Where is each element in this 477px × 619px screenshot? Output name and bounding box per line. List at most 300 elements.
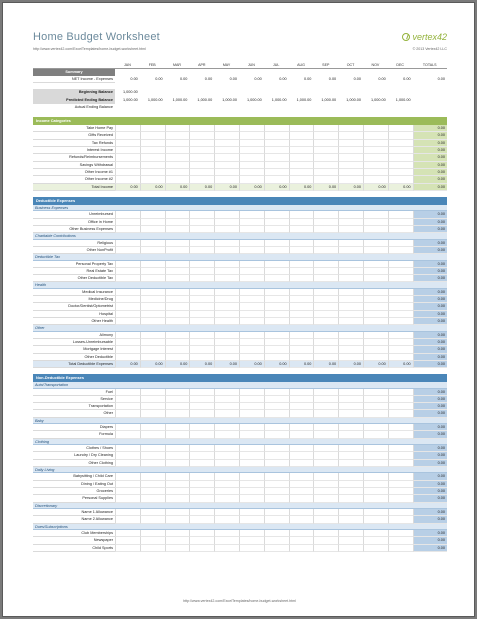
month-cell[interactable] bbox=[289, 445, 314, 452]
month-cell[interactable] bbox=[165, 431, 190, 438]
month-cell[interactable] bbox=[189, 537, 214, 544]
month-cell[interactable] bbox=[264, 346, 289, 353]
month-cell[interactable] bbox=[189, 89, 214, 96]
month-cell[interactable] bbox=[115, 289, 140, 296]
month-cell[interactable] bbox=[313, 545, 338, 552]
month-cell[interactable] bbox=[363, 89, 388, 96]
month-cell[interactable] bbox=[115, 488, 140, 495]
month-cell[interactable] bbox=[214, 247, 239, 254]
month-cell[interactable] bbox=[313, 89, 338, 96]
month-cell[interactable] bbox=[313, 495, 338, 502]
month-cell[interactable] bbox=[313, 396, 338, 403]
month-cell[interactable] bbox=[140, 488, 165, 495]
month-cell[interactable] bbox=[140, 481, 165, 488]
month-cell[interactable] bbox=[338, 516, 363, 523]
month-cell[interactable] bbox=[313, 303, 338, 310]
month-cell[interactable] bbox=[289, 147, 314, 154]
month-cell[interactable] bbox=[363, 389, 388, 396]
month-cell[interactable] bbox=[115, 219, 140, 226]
month-cell[interactable] bbox=[264, 431, 289, 438]
month-cell[interactable] bbox=[239, 318, 264, 325]
month-cell[interactable] bbox=[338, 389, 363, 396]
month-cell[interactable] bbox=[338, 147, 363, 154]
month-cell[interactable] bbox=[363, 346, 388, 353]
month-cell[interactable] bbox=[264, 140, 289, 147]
month-cell[interactable] bbox=[388, 516, 413, 523]
month-cell[interactable] bbox=[115, 389, 140, 396]
month-cell[interactable] bbox=[264, 530, 289, 537]
month-cell[interactable] bbox=[363, 530, 388, 537]
month-cell[interactable] bbox=[388, 247, 413, 254]
month-cell[interactable] bbox=[363, 445, 388, 452]
month-cell[interactable] bbox=[239, 176, 264, 183]
month-cell[interactable] bbox=[388, 154, 413, 161]
month-cell[interactable]: 0.00 bbox=[214, 361, 239, 368]
month-cell[interactable] bbox=[214, 389, 239, 396]
month-cell[interactable] bbox=[264, 226, 289, 233]
month-cell[interactable] bbox=[239, 89, 264, 96]
month-cell[interactable] bbox=[165, 410, 190, 417]
month-cell[interactable] bbox=[363, 303, 388, 310]
month-cell[interactable] bbox=[115, 473, 140, 480]
month-cell[interactable] bbox=[289, 332, 314, 339]
month-cell[interactable] bbox=[239, 226, 264, 233]
month-cell[interactable] bbox=[388, 132, 413, 139]
month-cell[interactable] bbox=[239, 403, 264, 410]
month-cell[interactable] bbox=[264, 104, 289, 111]
month-cell[interactable] bbox=[363, 545, 388, 552]
month-cell[interactable] bbox=[140, 296, 165, 303]
month-cell[interactable] bbox=[239, 162, 264, 169]
month-cell[interactable]: 1,000.00 bbox=[271, 97, 287, 102]
month-cell[interactable] bbox=[363, 240, 388, 247]
month-cell[interactable] bbox=[189, 530, 214, 537]
month-cell[interactable] bbox=[264, 303, 289, 310]
month-cell[interactable] bbox=[363, 176, 388, 183]
month-cell[interactable] bbox=[189, 275, 214, 282]
month-cell[interactable] bbox=[264, 354, 289, 361]
month-cell[interactable] bbox=[338, 460, 363, 467]
month-cell[interactable] bbox=[388, 296, 413, 303]
month-cell[interactable] bbox=[313, 132, 338, 139]
month-cell[interactable] bbox=[289, 154, 314, 161]
month-cell[interactable] bbox=[338, 226, 363, 233]
month-cell[interactable] bbox=[214, 240, 239, 247]
month-cell[interactable] bbox=[388, 176, 413, 183]
month-cell[interactable] bbox=[115, 530, 140, 537]
month-cell[interactable] bbox=[363, 318, 388, 325]
month-cell[interactable] bbox=[165, 488, 190, 495]
month-cell[interactable] bbox=[338, 140, 363, 147]
month-cell[interactable] bbox=[338, 275, 363, 282]
month-cell[interactable] bbox=[189, 104, 214, 111]
month-cell[interactable] bbox=[289, 311, 314, 318]
month-cell[interactable] bbox=[140, 318, 165, 325]
month-cell[interactable] bbox=[239, 154, 264, 161]
month-cell[interactable] bbox=[140, 162, 165, 169]
month-cell[interactable] bbox=[363, 332, 388, 339]
month-cell[interactable] bbox=[115, 403, 140, 410]
month-cell[interactable] bbox=[313, 488, 338, 495]
month-cell[interactable] bbox=[189, 346, 214, 353]
month-cell[interactable] bbox=[214, 452, 239, 459]
month-cell[interactable] bbox=[214, 354, 239, 361]
month-cell[interactable] bbox=[289, 296, 314, 303]
month-cell[interactable] bbox=[165, 240, 190, 247]
month-cell[interactable] bbox=[363, 261, 388, 268]
month-cell[interactable] bbox=[140, 303, 165, 310]
month-cell[interactable] bbox=[140, 445, 165, 452]
month-cell[interactable]: 0.00 bbox=[378, 77, 386, 81]
month-cell[interactable] bbox=[140, 247, 165, 254]
month-cell[interactable] bbox=[189, 424, 214, 431]
month-cell[interactable] bbox=[214, 431, 239, 438]
month-cell[interactable] bbox=[313, 339, 338, 346]
month-cell[interactable] bbox=[214, 140, 239, 147]
month-cell[interactable] bbox=[363, 125, 388, 132]
month-cell[interactable] bbox=[115, 162, 140, 169]
month-cell[interactable] bbox=[115, 176, 140, 183]
month-cell[interactable] bbox=[165, 481, 190, 488]
month-cell[interactable]: 1,000.00 bbox=[172, 97, 188, 102]
month-cell[interactable] bbox=[165, 104, 190, 111]
month-cell[interactable]: 0.00 bbox=[403, 77, 411, 81]
month-cell[interactable] bbox=[264, 339, 289, 346]
month-cell[interactable] bbox=[140, 537, 165, 544]
month-cell[interactable] bbox=[313, 147, 338, 154]
month-cell[interactable] bbox=[338, 481, 363, 488]
month-cell[interactable] bbox=[140, 140, 165, 147]
month-cell[interactable] bbox=[289, 169, 314, 176]
month-cell[interactable] bbox=[165, 445, 190, 452]
month-cell[interactable] bbox=[214, 296, 239, 303]
month-cell[interactable] bbox=[388, 162, 413, 169]
month-cell[interactable] bbox=[189, 240, 214, 247]
month-cell[interactable] bbox=[313, 261, 338, 268]
month-cell[interactable]: 0.00 bbox=[303, 77, 312, 81]
month-cell[interactable] bbox=[338, 211, 363, 218]
month-cell[interactable] bbox=[363, 140, 388, 147]
month-cell[interactable] bbox=[165, 389, 190, 396]
month-cell[interactable] bbox=[115, 339, 140, 346]
month-cell[interactable] bbox=[115, 346, 140, 353]
month-cell[interactable] bbox=[165, 452, 190, 459]
month-cell[interactable] bbox=[338, 509, 363, 516]
month-cell[interactable] bbox=[264, 516, 289, 523]
month-cell[interactable] bbox=[214, 339, 239, 346]
month-cell[interactable] bbox=[214, 473, 239, 480]
month-cell[interactable] bbox=[289, 410, 314, 417]
month-cell[interactable] bbox=[239, 275, 264, 282]
month-cell[interactable] bbox=[140, 396, 165, 403]
month-cell[interactable] bbox=[338, 176, 363, 183]
month-cell[interactable] bbox=[239, 247, 264, 254]
month-cell[interactable] bbox=[165, 303, 190, 310]
month-cell[interactable] bbox=[363, 516, 388, 523]
month-cell[interactable] bbox=[388, 311, 413, 318]
month-cell[interactable] bbox=[264, 403, 289, 410]
month-cell[interactable] bbox=[313, 169, 338, 176]
month-cell[interactable] bbox=[388, 104, 413, 111]
month-cell[interactable] bbox=[239, 445, 264, 452]
month-cell[interactable] bbox=[313, 289, 338, 296]
month-cell[interactable]: 0.00 bbox=[388, 184, 413, 191]
month-cell[interactable] bbox=[264, 89, 289, 96]
month-cell[interactable] bbox=[338, 240, 363, 247]
month-cell[interactable] bbox=[239, 332, 264, 339]
month-cell[interactable] bbox=[165, 530, 190, 537]
month-cell[interactable] bbox=[264, 545, 289, 552]
month-cell[interactable] bbox=[140, 311, 165, 318]
month-cell[interactable]: 1,000.00 bbox=[123, 90, 138, 95]
month-cell[interactable] bbox=[289, 530, 314, 537]
month-cell[interactable] bbox=[189, 495, 214, 502]
month-cell[interactable] bbox=[165, 247, 190, 254]
month-cell[interactable] bbox=[289, 318, 314, 325]
month-cell[interactable]: 0.00 bbox=[264, 361, 289, 368]
month-cell[interactable] bbox=[214, 154, 239, 161]
month-cell[interactable] bbox=[214, 289, 239, 296]
month-cell[interactable]: 0.00 bbox=[338, 184, 363, 191]
month-cell[interactable] bbox=[363, 132, 388, 139]
month-cell[interactable] bbox=[115, 509, 140, 516]
month-cell[interactable] bbox=[214, 104, 239, 111]
month-cell[interactable] bbox=[165, 460, 190, 467]
source-url[interactable]: http://www.vertex42.com/ExcelTemplates/home-budget-worksheet.html bbox=[33, 47, 146, 51]
month-cell[interactable] bbox=[264, 488, 289, 495]
month-cell[interactable] bbox=[363, 104, 388, 111]
month-cell[interactable] bbox=[338, 431, 363, 438]
month-cell[interactable]: 0.00 bbox=[165, 361, 190, 368]
month-cell[interactable]: 0.00 bbox=[239, 361, 264, 368]
month-cell[interactable] bbox=[239, 473, 264, 480]
month-cell[interactable] bbox=[165, 396, 190, 403]
month-cell[interactable] bbox=[115, 452, 140, 459]
month-cell[interactable] bbox=[239, 219, 264, 226]
month-cell[interactable]: 1,000.00 bbox=[222, 97, 237, 102]
month-cell[interactable] bbox=[289, 452, 314, 459]
month-cell[interactable] bbox=[388, 261, 413, 268]
month-cell[interactable] bbox=[264, 445, 289, 452]
month-cell[interactable] bbox=[140, 495, 165, 502]
month-cell[interactable] bbox=[115, 125, 140, 132]
month-cell[interactable] bbox=[140, 219, 165, 226]
month-cell[interactable] bbox=[115, 396, 140, 403]
month-cell[interactable] bbox=[338, 403, 363, 410]
month-cell[interactable] bbox=[165, 296, 190, 303]
month-cell[interactable] bbox=[189, 154, 214, 161]
month-cell[interactable] bbox=[388, 545, 413, 552]
month-cell[interactable] bbox=[289, 460, 314, 467]
month-cell[interactable] bbox=[214, 275, 239, 282]
month-cell[interactable] bbox=[289, 389, 314, 396]
month-cell[interactable] bbox=[165, 495, 190, 502]
month-cell[interactable] bbox=[313, 346, 338, 353]
month-cell[interactable] bbox=[313, 268, 338, 275]
month-cell[interactable]: 1,000.00 bbox=[346, 97, 361, 102]
month-cell[interactable] bbox=[388, 332, 413, 339]
month-cell[interactable] bbox=[313, 162, 338, 169]
month-cell[interactable] bbox=[239, 346, 264, 353]
month-cell[interactable] bbox=[388, 452, 413, 459]
month-cell[interactable]: 0.00 bbox=[264, 184, 289, 191]
month-cell[interactable] bbox=[115, 247, 140, 254]
month-cell[interactable] bbox=[189, 268, 214, 275]
month-cell[interactable] bbox=[313, 403, 338, 410]
month-cell[interactable] bbox=[338, 473, 363, 480]
month-cell[interactable] bbox=[264, 389, 289, 396]
month-cell[interactable] bbox=[313, 219, 338, 226]
month-cell[interactable] bbox=[388, 424, 413, 431]
month-cell[interactable] bbox=[115, 240, 140, 247]
month-cell[interactable] bbox=[289, 509, 314, 516]
month-cell[interactable] bbox=[140, 410, 165, 417]
month-cell[interactable] bbox=[189, 125, 214, 132]
month-cell[interactable] bbox=[140, 431, 165, 438]
month-cell[interactable] bbox=[363, 162, 388, 169]
month-cell[interactable] bbox=[140, 403, 165, 410]
month-cell[interactable]: 0.00 bbox=[140, 184, 165, 191]
month-cell[interactable] bbox=[338, 169, 363, 176]
month-cell[interactable] bbox=[115, 154, 140, 161]
month-cell[interactable] bbox=[189, 219, 214, 226]
month-cell[interactable] bbox=[313, 424, 338, 431]
month-cell[interactable] bbox=[165, 261, 190, 268]
month-cell[interactable] bbox=[313, 452, 338, 459]
month-cell[interactable] bbox=[264, 169, 289, 176]
month-cell[interactable] bbox=[189, 460, 214, 467]
month-cell[interactable] bbox=[239, 460, 264, 467]
month-cell[interactable] bbox=[115, 226, 140, 233]
month-cell[interactable] bbox=[239, 410, 264, 417]
month-cell[interactable] bbox=[189, 176, 214, 183]
month-cell[interactable] bbox=[289, 516, 314, 523]
month-cell[interactable] bbox=[363, 460, 388, 467]
month-cell[interactable] bbox=[338, 332, 363, 339]
month-cell[interactable] bbox=[214, 488, 239, 495]
month-cell[interactable] bbox=[214, 516, 239, 523]
month-cell[interactable]: 1,000.00 bbox=[296, 97, 312, 102]
month-cell[interactable] bbox=[363, 154, 388, 161]
month-cell[interactable] bbox=[338, 289, 363, 296]
month-cell[interactable] bbox=[289, 346, 314, 353]
month-cell[interactable] bbox=[289, 495, 314, 502]
month-cell[interactable] bbox=[313, 211, 338, 218]
month-cell[interactable] bbox=[363, 481, 388, 488]
month-cell[interactable] bbox=[239, 488, 264, 495]
month-cell[interactable] bbox=[338, 296, 363, 303]
month-cell[interactable] bbox=[239, 389, 264, 396]
month-cell[interactable] bbox=[140, 460, 165, 467]
month-cell[interactable] bbox=[189, 303, 214, 310]
month-cell[interactable] bbox=[289, 176, 314, 183]
month-cell[interactable] bbox=[388, 169, 413, 176]
month-cell[interactable] bbox=[313, 240, 338, 247]
month-cell[interactable] bbox=[189, 247, 214, 254]
month-cell[interactable]: 0.00 bbox=[115, 184, 140, 191]
month-cell[interactable] bbox=[165, 354, 190, 361]
month-cell[interactable]: 0.00 bbox=[189, 184, 214, 191]
month-cell[interactable] bbox=[214, 226, 239, 233]
month-cell[interactable] bbox=[165, 516, 190, 523]
month-cell[interactable] bbox=[313, 516, 338, 523]
month-cell[interactable] bbox=[363, 431, 388, 438]
month-cell[interactable] bbox=[264, 247, 289, 254]
month-cell[interactable] bbox=[313, 125, 338, 132]
month-cell[interactable] bbox=[189, 516, 214, 523]
month-cell[interactable] bbox=[140, 332, 165, 339]
month-cell[interactable] bbox=[189, 481, 214, 488]
month-cell[interactable] bbox=[165, 125, 190, 132]
month-cell[interactable] bbox=[289, 140, 314, 147]
month-cell[interactable] bbox=[189, 445, 214, 452]
month-cell[interactable] bbox=[115, 261, 140, 268]
month-cell[interactable] bbox=[165, 226, 190, 233]
month-cell[interactable] bbox=[363, 452, 388, 459]
month-cell[interactable] bbox=[388, 460, 413, 467]
month-cell[interactable]: 0.00 bbox=[388, 361, 413, 368]
month-cell[interactable] bbox=[239, 354, 264, 361]
month-cell[interactable]: 1,000.00 bbox=[370, 97, 386, 102]
month-cell[interactable]: 0.00 bbox=[115, 361, 140, 368]
month-cell[interactable] bbox=[165, 89, 190, 96]
month-cell[interactable] bbox=[338, 268, 363, 275]
month-cell[interactable] bbox=[338, 424, 363, 431]
month-cell[interactable] bbox=[214, 169, 239, 176]
month-cell[interactable] bbox=[165, 176, 190, 183]
month-cell[interactable]: 0.00 bbox=[229, 77, 237, 81]
month-cell[interactable] bbox=[239, 132, 264, 139]
month-cell[interactable] bbox=[189, 140, 214, 147]
month-cell[interactable] bbox=[165, 332, 190, 339]
month-cell[interactable] bbox=[239, 104, 264, 111]
month-cell[interactable] bbox=[338, 162, 363, 169]
month-cell[interactable] bbox=[338, 89, 363, 96]
month-cell[interactable] bbox=[388, 240, 413, 247]
month-cell[interactable] bbox=[140, 268, 165, 275]
month-cell[interactable] bbox=[338, 537, 363, 544]
month-cell[interactable] bbox=[264, 509, 289, 516]
month-cell[interactable] bbox=[115, 495, 140, 502]
month-cell[interactable] bbox=[239, 424, 264, 431]
month-cell[interactable] bbox=[189, 296, 214, 303]
month-cell[interactable] bbox=[140, 346, 165, 353]
month-cell[interactable] bbox=[239, 481, 264, 488]
month-cell[interactable] bbox=[140, 452, 165, 459]
month-cell[interactable] bbox=[338, 452, 363, 459]
month-cell[interactable] bbox=[289, 424, 314, 431]
month-cell[interactable] bbox=[239, 261, 264, 268]
month-cell[interactable] bbox=[239, 169, 264, 176]
month-cell[interactable] bbox=[214, 346, 239, 353]
month-cell[interactable] bbox=[239, 147, 264, 154]
month-cell[interactable] bbox=[140, 125, 165, 132]
month-cell[interactable] bbox=[363, 537, 388, 544]
month-cell[interactable] bbox=[214, 318, 239, 325]
month-cell[interactable] bbox=[363, 488, 388, 495]
month-cell[interactable] bbox=[239, 509, 264, 516]
month-cell[interactable] bbox=[115, 311, 140, 318]
month-cell[interactable] bbox=[338, 410, 363, 417]
month-cell[interactable] bbox=[189, 545, 214, 552]
month-cell[interactable] bbox=[388, 303, 413, 310]
month-cell[interactable] bbox=[388, 89, 413, 96]
month-cell[interactable] bbox=[338, 311, 363, 318]
month-cell[interactable] bbox=[388, 431, 413, 438]
footer-url[interactable]: http://www.vertex42.com/ExcelTemplates/home-budget-worksheet.html bbox=[183, 599, 296, 603]
month-cell[interactable] bbox=[363, 403, 388, 410]
month-cell[interactable] bbox=[388, 125, 413, 132]
